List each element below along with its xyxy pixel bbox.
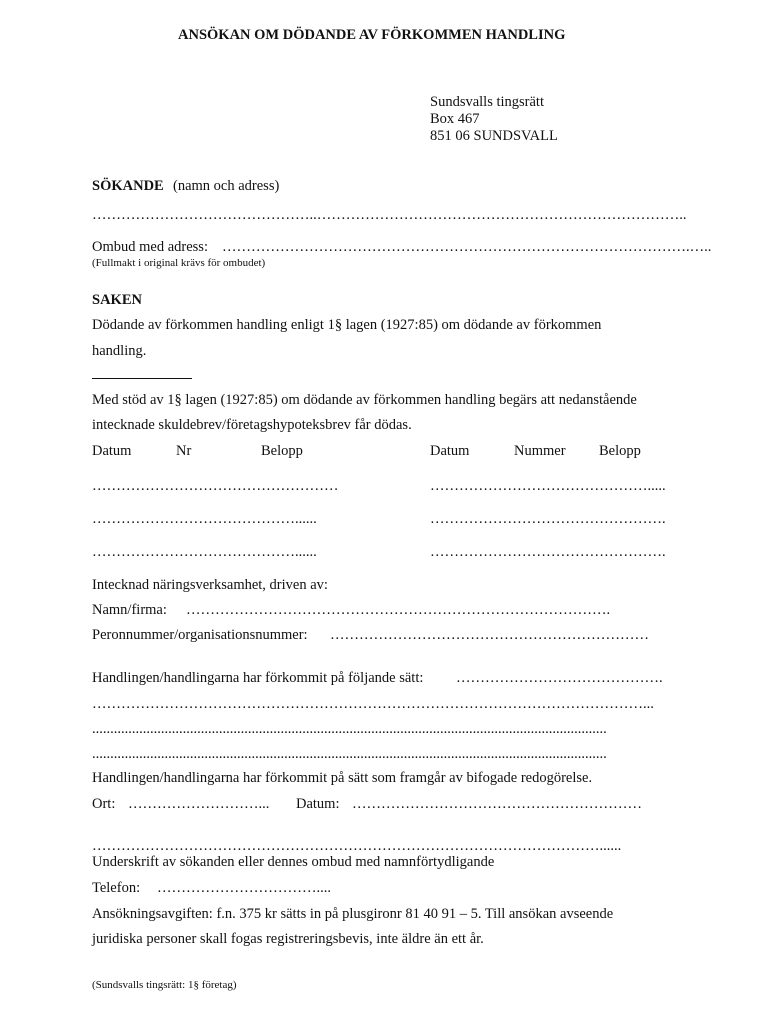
business-label: Intecknad näringsverksamhet, driven av: (92, 577, 328, 593)
business-id-field[interactable]: ………………………………………………………… (330, 627, 649, 643)
fee-text-line-2: juridiska personer skall fogas registreringsbevis, inte äldre än ett år. (92, 931, 484, 947)
applicant-heading-note: (namn och adress) (173, 178, 280, 194)
loss-description-line[interactable]: .............................................................................................................................................. (92, 721, 607, 737)
phone-field[interactable]: …………………………….... (157, 880, 331, 896)
request-text-line-1: Med stöd av 1§ lagen (1927:85) om dödande av förkommen handling begärs att nedanstående (92, 392, 637, 408)
document-title: ANSÖKAN OM DÖDANDE AV FÖRKOMMEN HANDLING (178, 27, 566, 43)
place-label: Ort: (92, 796, 116, 812)
phone-label: Telefon: (92, 880, 141, 896)
table-header-right-date: Datum (430, 443, 470, 459)
table-row-right-field[interactable]: ………………………………………..... (430, 478, 666, 494)
matter-text-line-2: handling. (92, 343, 147, 359)
loss-label-field[interactable]: ……………………………………. (456, 670, 663, 686)
applicant-heading: SÖKANDE (92, 178, 164, 194)
matter-text-line-1: Dödande av förkommen handling enligt 1§ lagen (1927:85) om dödande av förkommen (92, 317, 602, 333)
agent-label: Ombud med adress: (92, 239, 208, 255)
business-name-field[interactable]: ……………………………………………………………………………. (186, 602, 611, 618)
address-line-court: Sundsvalls tingsrätt (430, 94, 544, 110)
footer-note: (Sundsvalls tingsrätt: 1§ företag) (92, 979, 237, 991)
agent-address-field[interactable]: …………………………………………………………………………………….….. (222, 239, 712, 255)
loss-description-line[interactable]: ……………………………………………………………………………………………………... (92, 696, 654, 712)
section-divider (92, 378, 192, 379)
request-text-line-2: intecknade skuldebrev/företagshypoteksbrev får dödas. (92, 417, 412, 433)
table-row-right-field[interactable]: …………………………………………. (430, 511, 666, 527)
fee-text-line-1: Ansökningsavgiften: f.n. 375 kr sätts in på plusgironr 81 40 91 – 5. Till ansökan avseende (92, 906, 614, 922)
address-line-box: Box 467 (430, 111, 480, 127)
loss-description-line[interactable]: .............................................................................................................................................. (92, 746, 607, 762)
table-header-right-amount: Belopp (599, 443, 641, 459)
signature-label: Underskrift av sökanden eller dennes ombud med namnförtydligande (92, 854, 495, 870)
matter-heading: SAKEN (92, 292, 142, 308)
date-field[interactable]: …………………………………………………… (352, 796, 642, 812)
table-header-left-number: Nr (176, 443, 192, 459)
loss-label: Handlingen/handlingarna har förkommit på följande sätt: (92, 670, 424, 686)
date-label: Datum: (296, 796, 340, 812)
business-id-label: Peronnummer/organisationsnummer: (92, 627, 308, 643)
signature-field[interactable]: ……………………………………………………………………………………………...... (92, 838, 622, 854)
business-name-label: Namn/firma: (92, 602, 167, 618)
table-header-left-date: Datum (92, 443, 132, 459)
table-header-left-amount: Belopp (261, 443, 303, 459)
loss-statement: Handlingen/handlingarna har förkommit på sätt som framgår av bifogade redogörelse. (92, 770, 593, 786)
table-header-right-number: Nummer (514, 443, 566, 459)
table-row-left-field[interactable]: …………………………………………… (92, 478, 339, 494)
table-row-left-field[interactable]: ……………………………………...... (92, 511, 317, 527)
table-row-right-field[interactable]: …………………………………………. (430, 544, 666, 560)
agent-power-of-attorney-note: (Fullmakt i original krävs för ombudet) (92, 257, 266, 269)
table-row-left-field[interactable]: ……………………………………...... (92, 544, 317, 560)
address-line-postal: 851 06 SUNDSVALL (430, 128, 558, 144)
applicant-name-address-field[interactable]: ………………………………………..………………………………………………………………….. (92, 207, 687, 223)
place-field[interactable]: ………………………... (128, 796, 270, 812)
